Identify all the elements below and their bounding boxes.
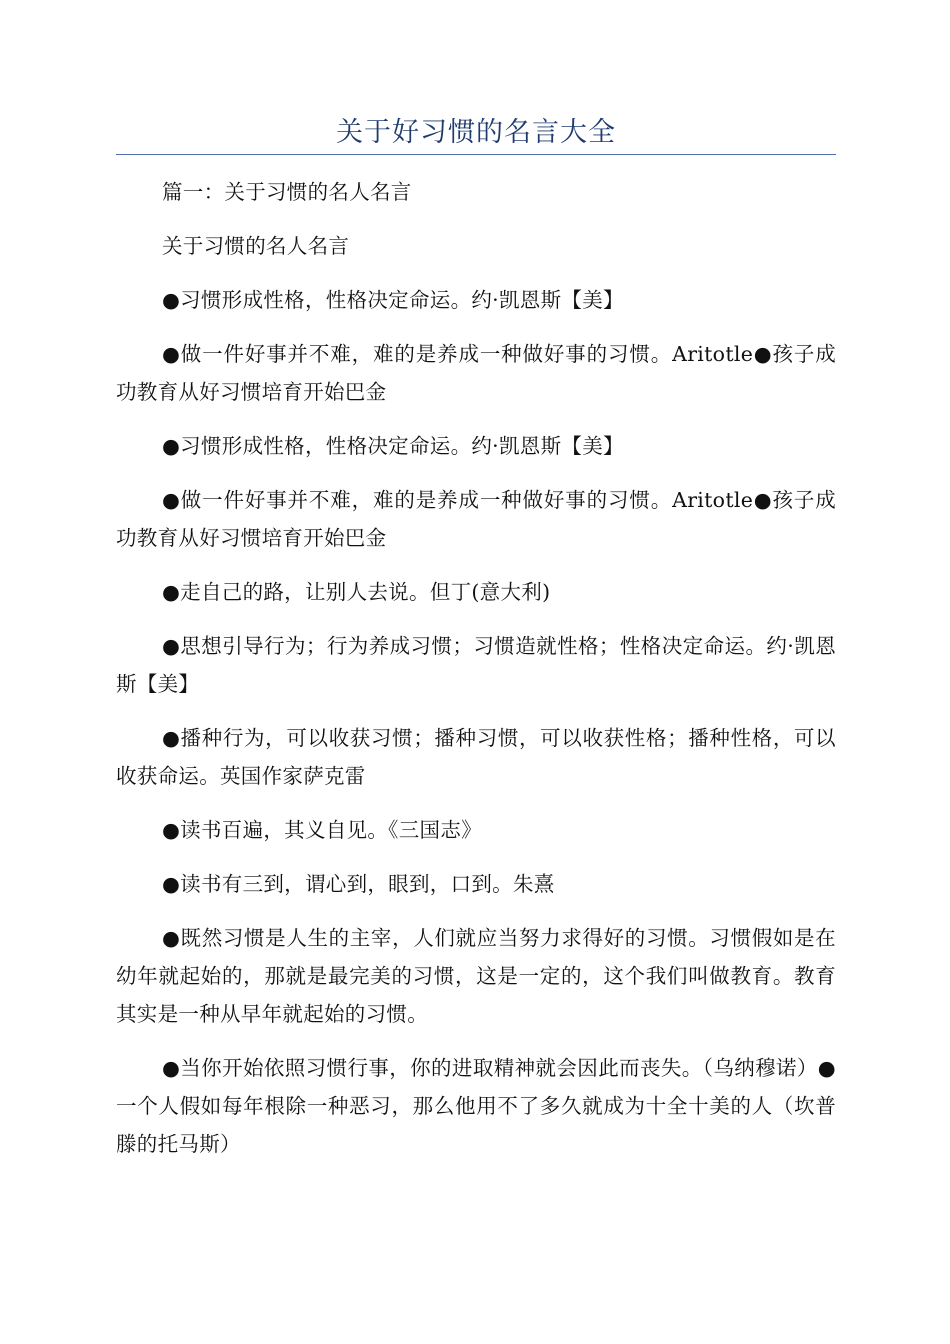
paragraph: ●播种行为，可以收获习惯；播种习惯，可以收获性格；播种性格，可以收获命运。英国作家萨克雷 <box>116 726 836 788</box>
paragraph: ●思想引导行为；行为养成习惯；习惯造就性格；性格决定命运。约·凯恩斯【美】 <box>116 634 836 696</box>
paragraph: 关于习惯的名人名言 <box>162 234 350 258</box>
paragraph: ●读书有三到，谓心到，眼到，口到。朱熹 <box>162 872 555 896</box>
paragraph: ●当你开始依照习惯行事，你的进取精神就会因此而丧失。（乌纳穆诺）●一个人假如每年根除一种恶习，那么他用不了多久就成为十全十美的人（坎普滕的托马斯） <box>116 1056 836 1156</box>
paragraph: ●习惯形成性格，性格决定命运。约·凯恩斯【美】 <box>162 288 624 312</box>
paragraph: ●做一件好事并不难，难的是养成一种做好事的习惯。Aritotle●孩子成功教育从好习惯培育开始巴金 <box>116 488 836 550</box>
title-divider <box>116 154 836 155</box>
paragraph: 篇一：关于习惯的名人名言 <box>162 180 412 204</box>
paragraph: ●走自己的路，让别人去说。但丁(意大利) <box>162 580 551 604</box>
document-page <box>116 0 836 1163</box>
document-title: 关于好习惯的名言大全 <box>336 117 616 148</box>
paragraph: ●既然习惯是人生的主宰，人们就应当努力求得好的习惯。习惯假如是在幼年就起始的，那就是最完美的习惯，这是一定的，这个我们叫做教育。教育其实是一种从早年就起始的习惯。 <box>116 926 836 1026</box>
paragraph: ●读书百遍，其义自见。《三国志》 <box>162 818 482 842</box>
paragraph: ●习惯形成性格，性格决定命运。约·凯恩斯【美】 <box>162 434 624 458</box>
paragraph: ●做一件好事并不难，难的是养成一种做好事的习惯。Aritotle●孩子成功教育从好习惯培育开始巴金 <box>116 342 836 404</box>
